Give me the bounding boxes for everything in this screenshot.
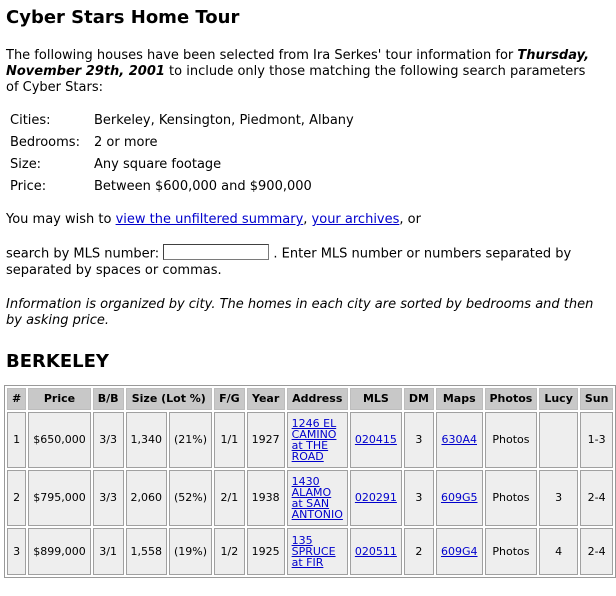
table-row <box>7 470 613 526</box>
mls-search <box>6 246 596 279</box>
row-mls-cell <box>350 528 402 575</box>
links-separator: , <box>303 212 312 227</box>
col-mls: MLS <box>350 388 402 410</box>
row-size: 1,558 <box>126 528 168 575</box>
row-number: 3 <box>7 528 26 575</box>
row-mls-cell <box>350 412 402 468</box>
archives-link[interactable]: your archives <box>311 212 400 227</box>
row-lucy: 3 <box>539 470 578 526</box>
row-size: 1,340 <box>126 412 168 468</box>
intro-text <box>6 48 596 96</box>
links-prefix: You may wish to <box>6 212 116 227</box>
row-fg: 1/1 <box>214 412 245 468</box>
row-sun: 2-4 <box>580 470 614 526</box>
intro-prefix: The following houses have been selected from Ira Serkes' tour information for <box>6 48 514 63</box>
links-suffix: , or <box>399 212 421 227</box>
col-year: Year <box>247 388 285 410</box>
col-fg: F/G <box>214 388 245 410</box>
address-link[interactable]: 1246 EL CAMINO at THE ROAD <box>291 416 337 463</box>
col-price: Price <box>28 388 91 410</box>
param-row <box>6 132 358 154</box>
row-bb: 3/3 <box>93 470 124 526</box>
param-label: Bedrooms: <box>10 135 80 150</box>
links-line <box>6 212 596 228</box>
param-value: Berkeley, Kensington, Piedmont, Albany <box>94 113 354 128</box>
row-sun: 1-3 <box>580 412 614 468</box>
table-row <box>7 412 613 468</box>
col-number: # <box>7 388 26 410</box>
map-link[interactable]: 609G4 <box>440 544 478 558</box>
search-parameters <box>6 110 358 198</box>
row-lot: (52%) <box>169 470 212 526</box>
row-year: 1925 <box>247 528 285 575</box>
col-maps: Maps <box>436 388 483 410</box>
col-lucy: Lucy <box>539 388 578 410</box>
map-link[interactable]: 630A4 <box>441 433 477 446</box>
map-link[interactable]: 609G5 <box>440 491 478 504</box>
address-link[interactable]: 1430 ALAMO at SAN ANTONIO <box>291 474 343 521</box>
address-link[interactable]: 135 SPRUCE at FIR <box>291 533 336 569</box>
param-row <box>6 154 358 176</box>
table-row <box>7 528 613 575</box>
param-label: Cities: <box>10 113 51 128</box>
mls-link[interactable]: 020415 <box>354 433 397 446</box>
row-lucy: 4 <box>539 528 578 575</box>
page-title: Cyber Stars Home Tour <box>6 7 240 28</box>
row-price: $899,000 <box>28 528 91 575</box>
listings-table <box>4 385 616 578</box>
row-mls-cell <box>350 470 402 526</box>
row-dm: 3 <box>404 412 434 468</box>
row-dm: 3 <box>404 470 434 526</box>
row-size: 2,060 <box>126 470 168 526</box>
col-photos: Photos <box>485 388 538 410</box>
page <box>6 6 609 578</box>
mls-link[interactable]: 020291 <box>354 491 397 504</box>
info-note: Information is organized by city. The homes in each city are sorted by bedrooms and then by asking price. <box>6 296 594 328</box>
row-map-cell <box>436 528 483 575</box>
param-row <box>6 176 358 198</box>
mls-search-label: search by MLS number: <box>6 246 160 262</box>
col-sun: Sun <box>580 388 614 410</box>
row-bb: 3/3 <box>93 412 124 468</box>
param-row <box>6 110 358 132</box>
col-address: Address <box>287 388 348 410</box>
row-lot: (19%) <box>169 528 212 575</box>
col-bb: B/B <box>93 388 124 410</box>
mls-link[interactable]: 020511 <box>354 544 397 558</box>
row-address-cell <box>287 528 348 575</box>
row-price: $795,000 <box>28 470 91 526</box>
intro-suffix: to include only those matching the following search parameters of Cyber Stars: <box>6 64 586 95</box>
unfiltered-summary-link[interactable]: view the unfiltered summary <box>115 212 304 227</box>
row-address-cell <box>287 470 348 526</box>
row-year: 1927 <box>247 412 285 468</box>
row-address-cell <box>287 412 348 468</box>
row-photos: Photos <box>485 470 538 526</box>
row-fg: 1/2 <box>214 528 245 575</box>
table-header-row <box>7 388 613 410</box>
param-label: Size: <box>10 157 42 172</box>
param-label: Price: <box>10 179 47 194</box>
row-bb: 3/1 <box>93 528 124 575</box>
row-map-cell <box>436 412 483 468</box>
row-dm: 2 <box>404 528 434 575</box>
tour-date: Thursday, November 29th, 2001 <box>6 48 590 79</box>
row-number: 1 <box>7 412 26 468</box>
row-sun: 2-4 <box>580 528 614 575</box>
row-fg: 2/1 <box>214 470 245 526</box>
row-lot: (21%) <box>169 412 212 468</box>
row-number: 2 <box>7 470 26 526</box>
param-value: Any square footage <box>94 157 222 172</box>
mls-number-input[interactable] <box>163 244 269 260</box>
param-value: 2 or more <box>94 135 158 150</box>
row-year: 1938 <box>247 470 285 526</box>
row-lucy <box>539 412 578 468</box>
row-price: $650,000 <box>28 412 91 468</box>
row-photos: Photos <box>485 412 538 468</box>
row-map-cell <box>436 470 483 526</box>
mls-search-hint: . Enter MLS number or numbers separated by separated by spaces or commas. <box>6 246 572 278</box>
row-photos: Photos <box>485 528 538 575</box>
col-dm: DM <box>404 388 434 410</box>
col-size: Size (Lot %) <box>126 388 213 410</box>
param-value: Between $600,000 and $900,000 <box>94 179 312 194</box>
city-heading: BERKELEY <box>6 350 109 372</box>
